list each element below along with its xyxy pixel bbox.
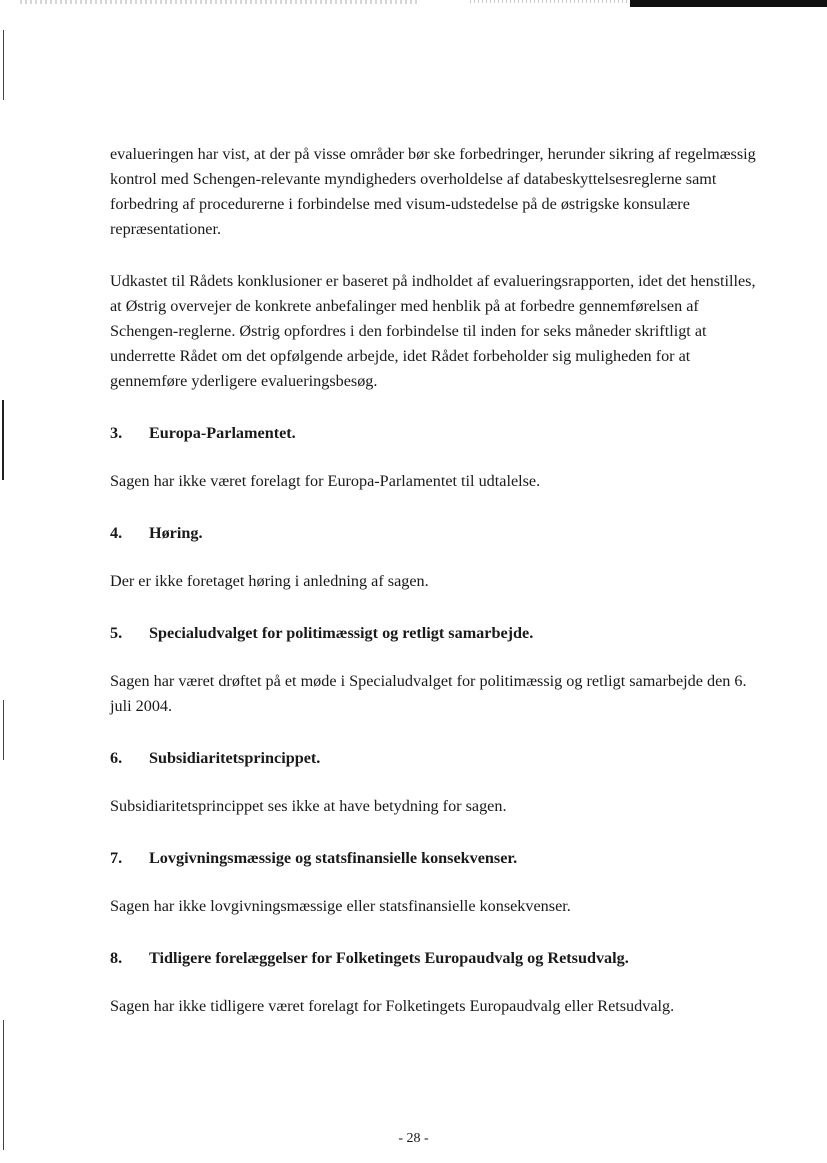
page-number: - 28 - [398,1131,429,1146]
section-title: Europa-Parlamentet. [149,424,296,442]
section-number: 8. [110,949,123,967]
scan-edge-bar [630,0,827,7]
section-body: Sagen har ikke tidligere været forelagt for Folketingets Europaudvalg eller Retsudvalg. [110,997,675,1015]
scan-noise [20,0,420,4]
paragraph: evalueringen har vist, at der på visse områder bør ske forbedringer, herunder sikring af regelmæssig kontrol med Schengen-relevante myndigheders overholdelse af databeskyttelsesreglerne samt forbedring af procedurerne i forbindelse med visum-udstedelse på de østrigske konsulære repræsentationer. [110,145,756,238]
section-heading [110,846,762,871]
section-number: 5. [110,624,123,642]
section-number: 4. [110,524,123,542]
section-body: Der er ikke foretaget høring i anledning af sagen. [110,572,429,590]
scan-noise [470,0,630,3]
section-konsekvenser [110,846,762,919]
section-tidligere-forelaeggelser [110,946,762,1019]
scan-edge-line [3,700,4,760]
section-body: Subsidiaritetsprincippet ses ikke at have betydning for sagen. [110,797,507,815]
section-heading [110,746,762,771]
section-specialudvalget [110,621,762,719]
section-heading [110,421,762,446]
section-body: Sagen har været drøftet på et møde i Specialudvalget for politimæssig og retligt samarbejde den 6. juli 2004. [110,672,747,715]
section-number: 3. [110,424,123,442]
section-horing [110,521,762,594]
section-heading [110,946,762,971]
scan-artifact-top [0,0,827,8]
section-title: Lovgivningsmæssige og statsfinansielle konsekvenser. [149,849,518,867]
section-title: Tidligere forelæggelser for Folketingets Europaudvalg og Retsudvalg. [149,949,629,967]
section-body: Sagen har ikke været forelagt for Europa-Parlamentet til udtalelse. [110,472,541,490]
section-title: Specialudvalget for politimæssigt og retligt samarbejde. [149,624,534,642]
scan-edge-line [2,400,4,480]
section-body: Sagen har ikke lovgivningsmæssige eller statsfinansielle konsekvenser. [110,897,571,915]
section-heading [110,521,762,546]
section-number: 7. [110,849,123,867]
section-title: Subsidiaritetsprincippet. [149,749,321,767]
section-europa-parlamentet [110,421,762,494]
section-title: Høring. [149,524,203,542]
section-number: 6. [110,749,123,767]
section-heading [110,621,762,646]
document-body [110,142,762,1046]
paragraph: Udkastet til Rådets konklusioner er baseret på indholdet af evalueringsrapporten, idet det henstilles, at Østrig overvejer de konkrete anbefalinger med henblik på at forbedre gennemførelsen af Schengen-reglerne. Østrig opfordres i den forbindelse til inden for seks måneder skriftligt at underrette Rådet om det opfølgende arbejde, idet Rådet forbeholder sig muligheden for at gennemføre yderligere evalueringsbesøg. [110,272,756,390]
section-subsidiaritetsprincippet [110,746,762,819]
scan-edge-line [3,30,4,100]
